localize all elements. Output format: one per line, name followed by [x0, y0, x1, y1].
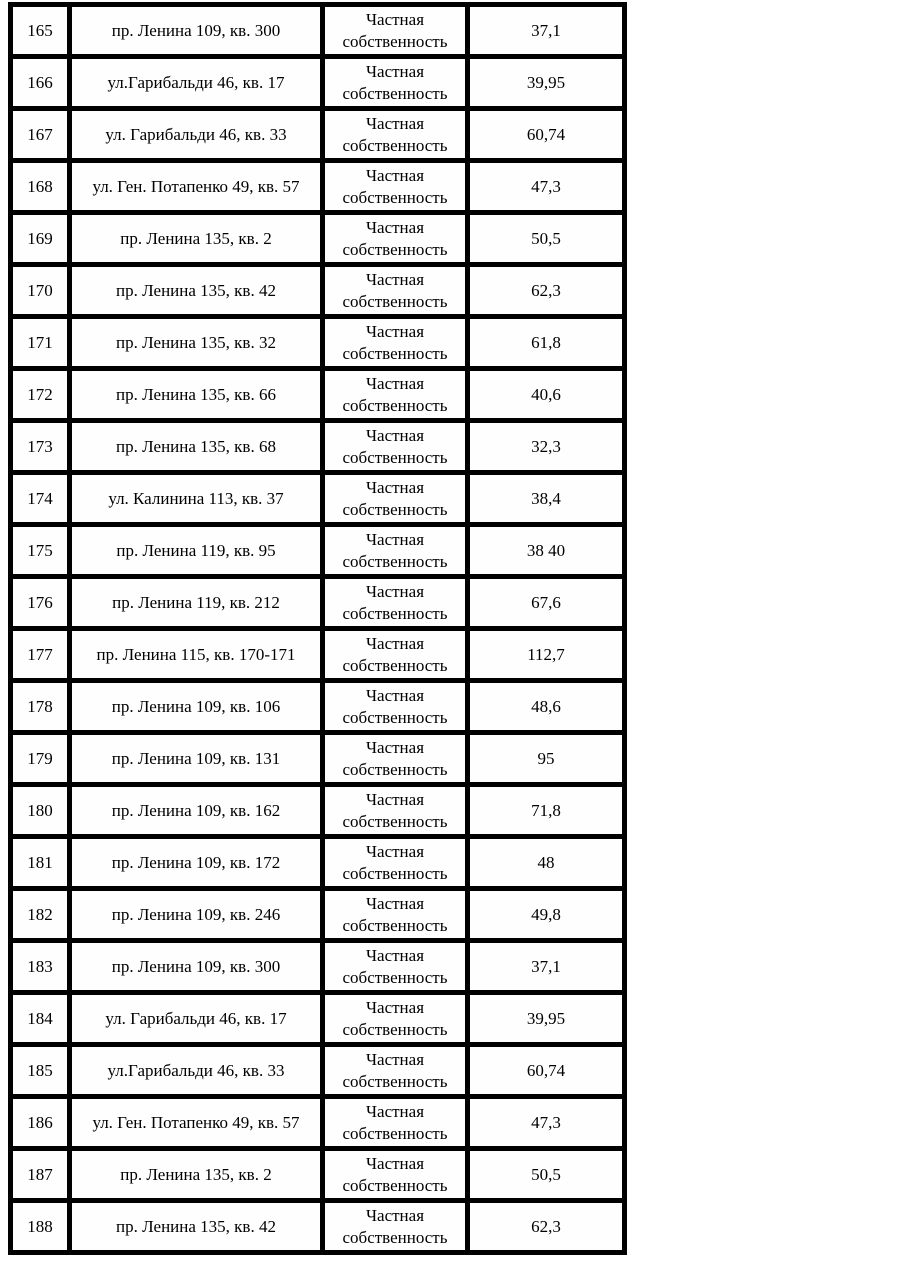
- address-cell: пр. Ленина 109, кв. 300: [70, 5, 323, 57]
- row-number-cell: 165: [11, 5, 70, 57]
- table-row: [11, 1149, 625, 1201]
- address-cell: пр. Ленина 135, кв. 2: [70, 213, 323, 265]
- table-row: [11, 1097, 625, 1149]
- address-cell: пр. Ленина 135, кв. 32: [70, 317, 323, 369]
- address-cell: ул. Ген. Потапенко 49, кв. 57: [70, 161, 323, 213]
- address-cell: пр. Ленина 135, кв. 42: [70, 265, 323, 317]
- table-row: [11, 1201, 625, 1253]
- table-row: [11, 5, 625, 57]
- ownership-type-cell: Частная собственность: [323, 369, 468, 421]
- table-row: [11, 317, 625, 369]
- ownership-type-cell: Частная собственность: [323, 837, 468, 889]
- ownership-type-cell: Частная собственность: [323, 473, 468, 525]
- ownership-type-cell: Частная собственность: [323, 421, 468, 473]
- row-number-cell: 184: [11, 993, 70, 1045]
- area-value-cell: 48,6: [468, 681, 625, 733]
- area-value-cell: 50,5: [468, 213, 625, 265]
- area-value-cell: 37,1: [468, 941, 625, 993]
- area-value-cell: 37,1: [468, 5, 625, 57]
- address-cell: ул.Гарибальди 46, кв. 17: [70, 57, 323, 109]
- row-number-cell: 170: [11, 265, 70, 317]
- table-row: [11, 993, 625, 1045]
- row-number-cell: 167: [11, 109, 70, 161]
- row-number-cell: 186: [11, 1097, 70, 1149]
- area-value-cell: 38,4: [468, 473, 625, 525]
- address-cell: пр. Ленина 109, кв. 131: [70, 733, 323, 785]
- ownership-type-cell: Частная собственность: [323, 161, 468, 213]
- area-value-cell: 62,3: [468, 1201, 625, 1253]
- table-row: [11, 681, 625, 733]
- address-cell: ул.Гарибальди 46, кв. 33: [70, 1045, 323, 1097]
- row-number-cell: 176: [11, 577, 70, 629]
- table-row: [11, 941, 625, 993]
- address-cell: пр. Ленина 115, кв. 170-171: [70, 629, 323, 681]
- property-table-body: [11, 5, 625, 1253]
- table-row: [11, 1045, 625, 1097]
- ownership-type-cell: Частная собственность: [323, 525, 468, 577]
- row-number-cell: 169: [11, 213, 70, 265]
- address-cell: пр. Ленина 135, кв. 66: [70, 369, 323, 421]
- area-value-cell: 60,74: [468, 109, 625, 161]
- row-number-cell: 172: [11, 369, 70, 421]
- address-cell: пр. Ленина 109, кв. 106: [70, 681, 323, 733]
- table-row: [11, 421, 625, 473]
- row-number-cell: 181: [11, 837, 70, 889]
- table-row: [11, 525, 625, 577]
- ownership-type-cell: Частная собственность: [323, 993, 468, 1045]
- address-cell: пр. Ленина 119, кв. 95: [70, 525, 323, 577]
- row-number-cell: 180: [11, 785, 70, 837]
- area-value-cell: 67,6: [468, 577, 625, 629]
- area-value-cell: 40,6: [468, 369, 625, 421]
- table-row: [11, 785, 625, 837]
- area-value-cell: 71,8: [468, 785, 625, 837]
- row-number-cell: 178: [11, 681, 70, 733]
- area-value-cell: 39,95: [468, 993, 625, 1045]
- row-number-cell: 175: [11, 525, 70, 577]
- ownership-type-cell: Частная собственность: [323, 629, 468, 681]
- area-value-cell: 50,5: [468, 1149, 625, 1201]
- address-cell: пр. Ленина 109, кв. 300: [70, 941, 323, 993]
- property-table: [8, 2, 627, 1255]
- address-cell: пр. Ленина 109, кв. 162: [70, 785, 323, 837]
- table-row: [11, 57, 625, 109]
- area-value-cell: 47,3: [468, 1097, 625, 1149]
- table-row: [11, 369, 625, 421]
- row-number-cell: 183: [11, 941, 70, 993]
- table-row: [11, 161, 625, 213]
- ownership-type-cell: Частная собственность: [323, 5, 468, 57]
- address-cell: пр. Ленина 135, кв. 42: [70, 1201, 323, 1253]
- area-value-cell: 38 40: [468, 525, 625, 577]
- ownership-type-cell: Частная собственность: [323, 1097, 468, 1149]
- ownership-type-cell: Частная собственность: [323, 889, 468, 941]
- area-value-cell: 47,3: [468, 161, 625, 213]
- area-value-cell: 60,74: [468, 1045, 625, 1097]
- address-cell: пр. Ленина 109, кв. 246: [70, 889, 323, 941]
- area-value-cell: 49,8: [468, 889, 625, 941]
- area-value-cell: 62,3: [468, 265, 625, 317]
- ownership-type-cell: Частная собственность: [323, 57, 468, 109]
- row-number-cell: 182: [11, 889, 70, 941]
- row-number-cell: 173: [11, 421, 70, 473]
- address-cell: ул. Гарибальди 46, кв. 33: [70, 109, 323, 161]
- area-value-cell: 32,3: [468, 421, 625, 473]
- row-number-cell: 166: [11, 57, 70, 109]
- address-cell: ул. Гарибальди 46, кв. 17: [70, 993, 323, 1045]
- row-number-cell: 171: [11, 317, 70, 369]
- ownership-type-cell: Частная собственность: [323, 577, 468, 629]
- table-row: [11, 109, 625, 161]
- ownership-type-cell: Частная собственность: [323, 733, 468, 785]
- address-cell: пр. Ленина 135, кв. 2: [70, 1149, 323, 1201]
- address-cell: пр. Ленина 135, кв. 68: [70, 421, 323, 473]
- table-row: [11, 629, 625, 681]
- area-value-cell: 112,7: [468, 629, 625, 681]
- ownership-type-cell: Частная собственность: [323, 265, 468, 317]
- address-cell: ул. Калинина 113, кв. 37: [70, 473, 323, 525]
- area-value-cell: 95: [468, 733, 625, 785]
- ownership-type-cell: Частная собственность: [323, 941, 468, 993]
- ownership-type-cell: Частная собственность: [323, 213, 468, 265]
- address-cell: пр. Ленина 119, кв. 212: [70, 577, 323, 629]
- table-row: [11, 577, 625, 629]
- row-number-cell: 187: [11, 1149, 70, 1201]
- table-row: [11, 733, 625, 785]
- ownership-type-cell: Частная собственность: [323, 109, 468, 161]
- address-cell: пр. Ленина 109, кв. 172: [70, 837, 323, 889]
- row-number-cell: 174: [11, 473, 70, 525]
- area-value-cell: 61,8: [468, 317, 625, 369]
- table-row: [11, 473, 625, 525]
- ownership-type-cell: Частная собственность: [323, 1149, 468, 1201]
- area-value-cell: 39,95: [468, 57, 625, 109]
- ownership-type-cell: Частная собственность: [323, 681, 468, 733]
- ownership-type-cell: Частная собственность: [323, 317, 468, 369]
- address-cell: ул. Ген. Потапенко 49, кв. 57: [70, 1097, 323, 1149]
- ownership-type-cell: Частная собственность: [323, 785, 468, 837]
- row-number-cell: 185: [11, 1045, 70, 1097]
- row-number-cell: 177: [11, 629, 70, 681]
- area-value-cell: 48: [468, 837, 625, 889]
- table-row: [11, 889, 625, 941]
- row-number-cell: 179: [11, 733, 70, 785]
- row-number-cell: 188: [11, 1201, 70, 1253]
- row-number-cell: 168: [11, 161, 70, 213]
- table-row: [11, 837, 625, 889]
- ownership-type-cell: Частная собственность: [323, 1045, 468, 1097]
- table-row: [11, 213, 625, 265]
- table-row: [11, 265, 625, 317]
- ownership-type-cell: Частная собственность: [323, 1201, 468, 1253]
